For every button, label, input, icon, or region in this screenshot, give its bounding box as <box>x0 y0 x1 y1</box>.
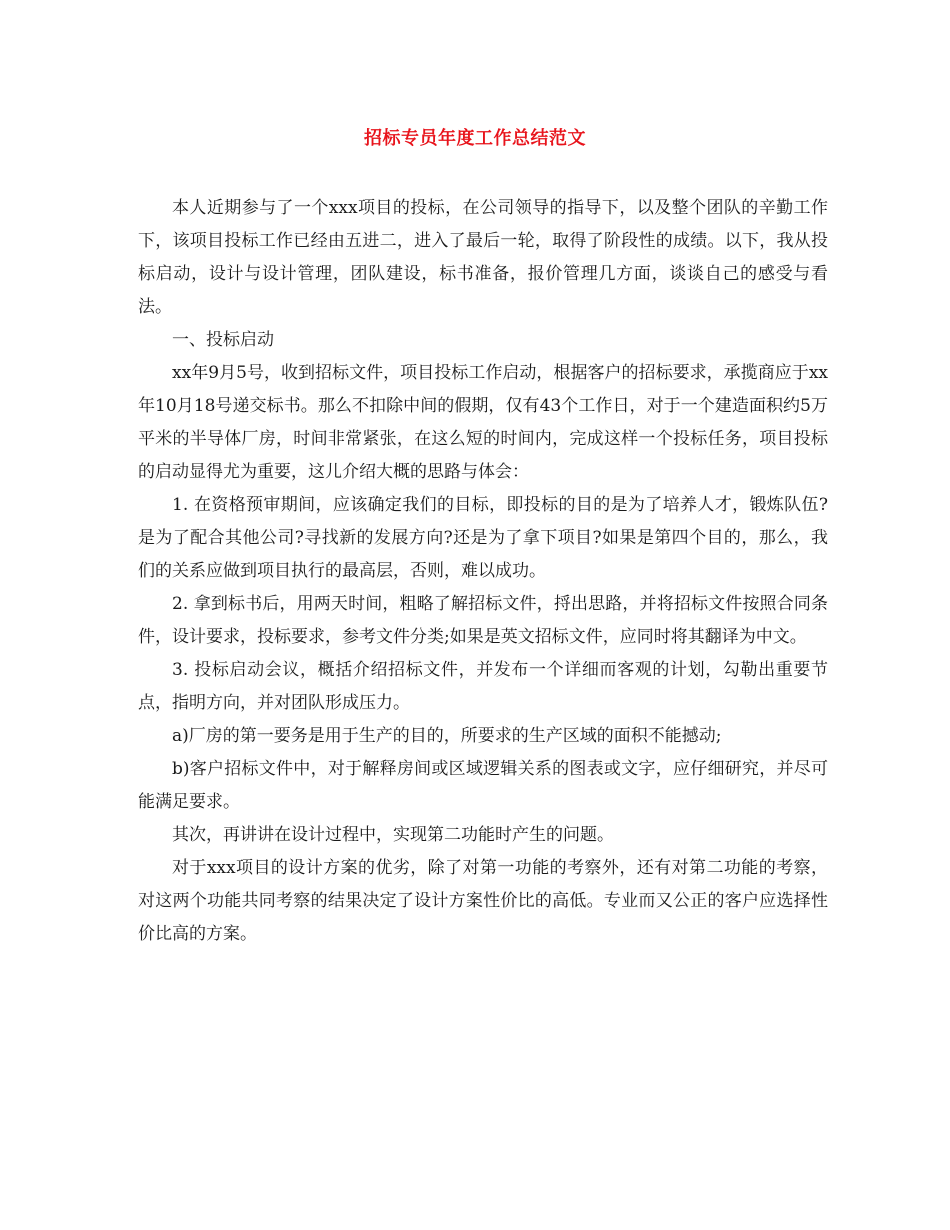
document-body <box>138 192 828 951</box>
paragraph-item-3: 3. 投标启动会议，概括介绍招标文件，并发布一个详细而客观的计划，勾勒出重要节点，指明方向，并对团队形成压力。 <box>138 660 828 713</box>
paragraph-item-2: 2. 拿到标书后，用两天时间，粗略了解招标文件，捋出思路，并将招标文件按照合同条件，设计要求，投标要求，参考文件分类;如果是英文招标文件，应同时将其翻译为中文。 <box>138 594 828 647</box>
paragraph-bid-timeline: xx年9月5号，收到招标文件，项目投标工作启动，根据客户的招标要求，承揽商应于xx年10月18号递交标书。那么不扣除中间的假期，仅有43个工作日，对于一个建造面积约5万平米的半导体厂房，时间非常紧张，在这么短的时间内，完成这样一个投标任务，项目投标的启动显得尤为重要，这儿介绍大概的思路与体会： <box>138 363 828 482</box>
paragraph-item-a: a)厂房的第一要务是用于生产的目的，所要求的生产区域的面积不能撼动; <box>172 726 722 746</box>
paragraph-second-function: 其次，再讲讲在设计过程中，实现第二功能时产生的问题。 <box>172 825 614 845</box>
paragraph-intro: 本人近期参与了一个xxx项目的投标，在公司领导的指导下，以及整个团队的辛勤工作下，该项目投标工作已经由五进二，进入了最后一轮，取得了阶段性的成绩。以下，我从投标启动，设计与设计管理，团队建设，标书准备，报价管理几方面，谈谈自己的感受与看法。 <box>138 198 828 317</box>
paragraph-item-b: b)客户招标文件中，对于解释房间或区域逻辑关系的图表或文字，应仔细研究，并尽可能满足要求。 <box>138 759 828 812</box>
paragraph-item-1: 1. 在资格预审期间，应该确定我们的目标，即投标的目的是为了培养人才，锻炼队伍?是为了配合其他公司?寻找新的发展方向?还是为了拿下项目?如果是第四个目的，那么，我们的关系应做到项目执行的最高层，否则，难以成功。 <box>138 495 828 581</box>
section-heading-bid-launch: 一、投标启动 <box>172 330 274 350</box>
document-title: 招标专员年度工作总结范文 <box>364 128 586 149</box>
paragraph-design-evaluation: 对于xxx项目的设计方案的优劣，除了对第一功能的考察外，还有对第二功能的考察，对这两个功能共同考察的结果决定了设计方案性价比的高低。专业而又公正的客户应选择性价比高的方案。 <box>138 858 828 944</box>
